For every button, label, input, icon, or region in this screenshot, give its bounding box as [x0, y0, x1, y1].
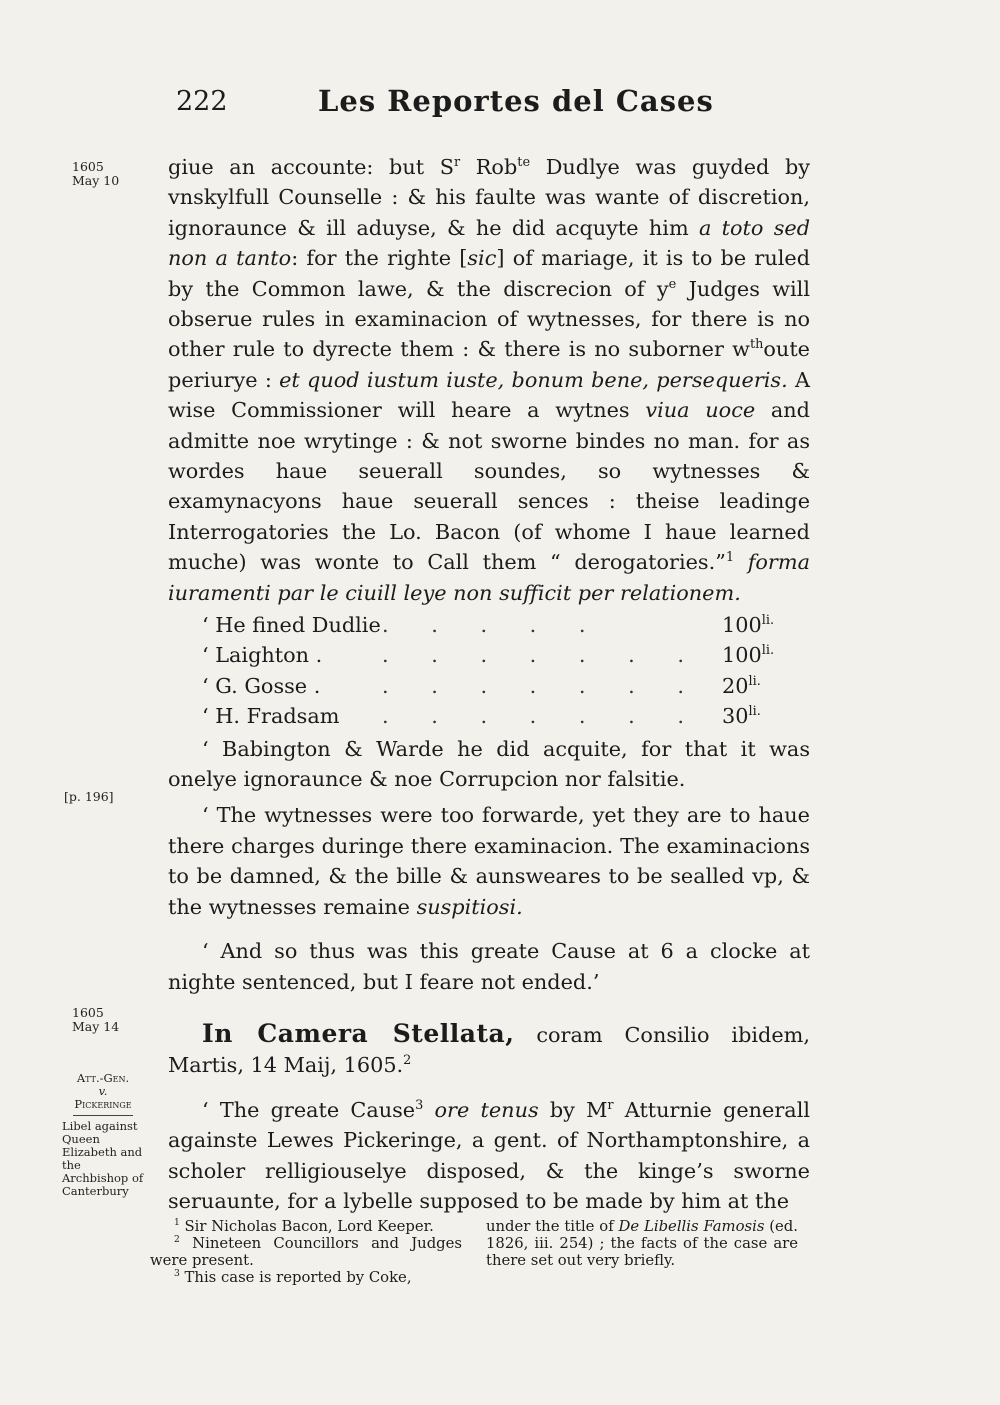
- italic-text: sic: [467, 246, 497, 271]
- margin-year: 1605: [72, 1005, 104, 1020]
- text: ‘ The wytnesses were too forwarde, yet they are to haue there charges duringe there examinacion. The examinacions to be damned, & the bille & aunsweares to be sealled vp, & the wytnesses remaine: [168, 803, 810, 919]
- text: Dudlye was guyded by vnskylfull Counselle : & his faulte was wante of discretion, ignoraunce & ill aduyse, & he did acquyte him: [168, 155, 811, 240]
- fine-row: [202, 610, 810, 640]
- fine-amount: [722, 671, 810, 701]
- text: Atturnie generall againste Lewes Pickeringe, a gent. of Northamptonshire, a scholer relligiouselye disposed, & the kinge’s sworne seruaunte, for a lybelle supposed to be made by him at the: [168, 1097, 811, 1213]
- footnote-number: 3: [174, 1268, 180, 1280]
- footnotes: [150, 1218, 800, 1286]
- italic-text: a toto sed non a tanto: [168, 215, 811, 271]
- footnote-text: This case is reported by Coke,: [184, 1269, 412, 1286]
- page-number: 222: [176, 86, 228, 117]
- margin-date-2: [72, 1006, 119, 1034]
- main-text: [168, 152, 810, 1216]
- fine-row: [202, 640, 810, 670]
- italic-text: forma iuramenti par le ciuill leye non sufficit per relationem.: [168, 550, 810, 605]
- section-heading: [168, 1019, 810, 1081]
- fine-row: [202, 701, 810, 731]
- leader-dots: . . . . . . .: [382, 704, 702, 729]
- footnote-ref: 2: [403, 1053, 412, 1069]
- margin-rule: [73, 1115, 133, 1116]
- footnote-column-left: [150, 1218, 462, 1286]
- text: coram Consilio ibidem, Martis, 14 Maij, 1605.: [168, 1022, 810, 1078]
- side-note: Libel against Queen Elizabeth and the Archbishop of Canterbury: [62, 1119, 144, 1198]
- leader-dots: . . . . .: [382, 613, 604, 638]
- fine-name: ‘ H. Fradsam: [202, 704, 340, 729]
- paragraph-3: [168, 800, 810, 922]
- running-title: Les Reportes del Cases: [318, 84, 714, 118]
- fine-row: [202, 671, 810, 701]
- unit: li.: [761, 643, 775, 659]
- footnote-text: under the title of: [486, 1218, 619, 1235]
- fine-name: ‘ He fined Dudlie: [202, 613, 381, 638]
- unit: li.: [761, 613, 775, 629]
- page-header: [170, 86, 810, 136]
- section-title: In Camera Stellata,: [202, 1018, 515, 1048]
- text: Rob: [460, 155, 518, 179]
- text: oute periurye :: [168, 337, 810, 392]
- text: ‘ The greate Cause: [202, 1097, 416, 1122]
- fine-name: ‘ G. Gosse .: [202, 673, 321, 698]
- superscript: r: [453, 155, 461, 171]
- text: by M: [538, 1097, 608, 1122]
- leader-dots: . . . . . . .: [382, 673, 702, 698]
- case-versus: v.: [98, 1084, 108, 1098]
- fine-name: ‘ Laighton .: [202, 643, 323, 668]
- superscript: e: [668, 276, 677, 292]
- italic-text: suspitiosi.: [416, 894, 523, 919]
- text: : for the righte [: [291, 246, 468, 271]
- paragraph-4: ‘ And so thus was this greate Cause at 6 a clocke at nighte sentenced, but I feare not ended.’: [168, 939, 810, 994]
- fine-amount: [722, 701, 810, 731]
- margin-date-1: [72, 160, 119, 188]
- footnote-2: [150, 1235, 462, 1269]
- unit: li.: [748, 673, 761, 689]
- italic-text: viua uoce: [645, 398, 756, 423]
- footnote-text: Sir Nicholas Bacon, Lord Keeper.: [184, 1218, 434, 1235]
- unit: li.: [748, 704, 761, 720]
- footnote-number: 2: [174, 1234, 180, 1246]
- text: ] of mariage, it is to be ruled by the Common lawe, & the discrecion of y: [168, 246, 811, 301]
- amount: 100: [722, 613, 762, 638]
- margin-page-ref: [p. 196]: [64, 789, 114, 804]
- text: and admitte noe wrytinge : & not sworne bindes no man. for as wordes haue seuerall soundes, so wytnesses & examynacyons haue seuerall sences : theise leadinge Interrogatories the Lo. Bacon (of whome I haue learned muche) was wonte to Call them “ derogatories.”: [168, 398, 810, 575]
- paragraph-2: ‘ Babington & Warde he did acquite, for that it was onelye ignoraunce & noe Corrupcion nor falsitie.: [168, 736, 810, 792]
- footnote-text: Nineteen Councillors and Judges were present.: [150, 1235, 462, 1269]
- fines-list: [202, 610, 810, 732]
- footnote-number: 1: [174, 1217, 180, 1229]
- footnote-ref: 1: [725, 550, 735, 566]
- leader-dots: . . . . . . .: [382, 643, 702, 668]
- paragraph-5: [168, 1095, 810, 1217]
- case-party-b: Pickeringe: [74, 1097, 132, 1111]
- case-party-a: Att.-Gen.: [76, 1071, 130, 1085]
- text: A wise Commissioner will heare a wytnes: [168, 367, 811, 423]
- amount: 30: [722, 704, 749, 729]
- italic-text: ore tenus: [423, 1097, 539, 1122]
- amount: 100: [722, 643, 762, 668]
- paragraph-1: [168, 152, 810, 608]
- footnote-1: [150, 1218, 462, 1235]
- superscript: te: [517, 155, 531, 171]
- margin-case-note: [60, 1072, 146, 1198]
- superscript: th: [749, 337, 764, 353]
- footnote-text: (ed. 1826, iii. 254) ; the facts of the case are there set out very briefly.: [486, 1218, 798, 1269]
- footnote-3-continued: [486, 1218, 798, 1269]
- footnote-3: [150, 1269, 462, 1286]
- fine-amount: [722, 640, 810, 670]
- italic-text: et quod iustum iuste, bonum bene, persequeris.: [279, 367, 788, 392]
- footnote-column-right: [486, 1218, 798, 1286]
- margin-day: May 14: [72, 1019, 120, 1034]
- fine-amount: [722, 610, 810, 640]
- text: giue an accounte: but S: [168, 155, 454, 179]
- superscript: r: [607, 1097, 614, 1113]
- margin-year: 1605: [72, 159, 104, 174]
- italic-text: De Libellis Famosis: [618, 1218, 765, 1235]
- text: Judges will obserue rules in examinacion of wytnesses, for there is no other rule to dyrecte them : & there is no suborner w: [168, 276, 810, 362]
- footnote-ref: 3: [415, 1097, 424, 1113]
- margin-day: May 10: [72, 173, 120, 188]
- amount: 20: [722, 673, 749, 698]
